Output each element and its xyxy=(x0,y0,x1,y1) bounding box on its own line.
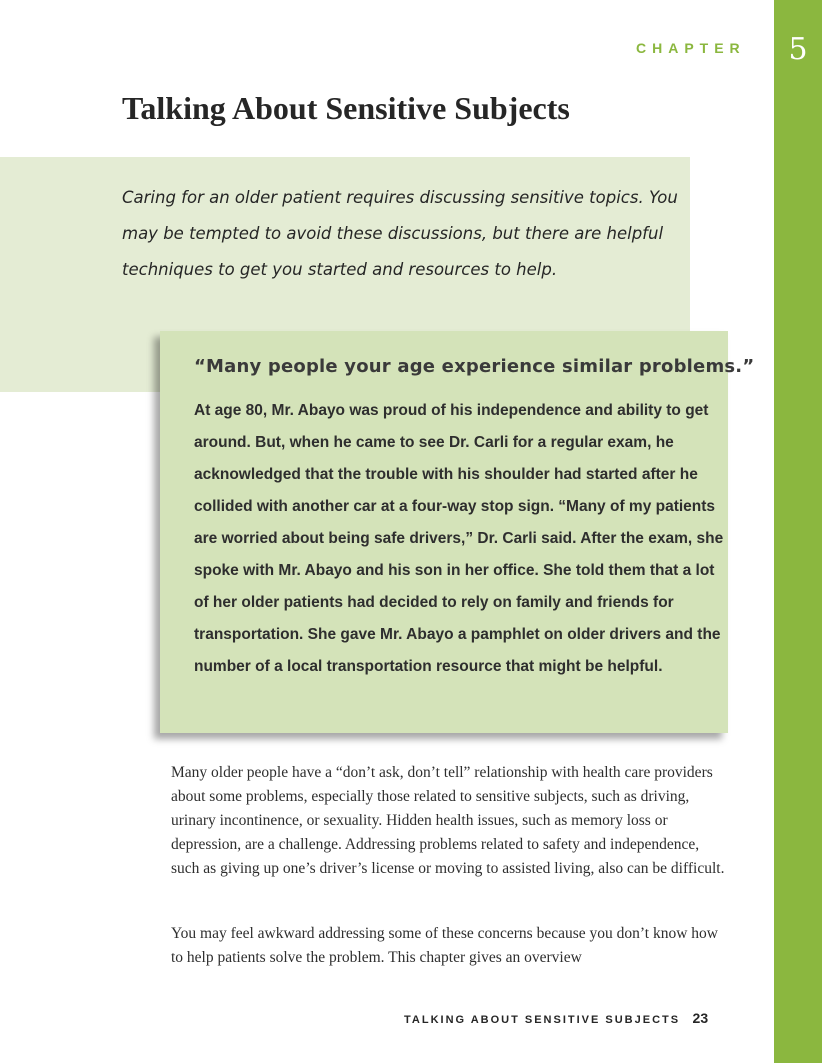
chapter-sidebar-bar xyxy=(774,0,822,1063)
footer-page-number: 23 xyxy=(692,1010,709,1026)
page-footer xyxy=(404,1010,708,1028)
chapter-label: CHAPTER xyxy=(636,40,746,56)
page-title: Talking About Sensitive Subjects xyxy=(122,90,570,126)
footer-running-title: TALKING ABOUT SENSITIVE SUBJECTS xyxy=(404,1014,681,1026)
quote-title: “Many people your age experience similar problems.” xyxy=(194,356,755,377)
body-paragraph-1: Many older people have a “don’t ask, don’t tell” relationship with health care providers about some problems, especially those related to sensitive subjects, such as driving, urinary incontinence, or sexuality. Hidden health issues, such as memory loss or depression, are a challenge. Addressing problems related to safety and independence, such as giving up one’s driver’s license or moving to assisted living, also can be difficult. xyxy=(171,764,725,877)
chapter-number: 5 xyxy=(788,32,808,67)
intro-text: Caring for an older patient requires discussing sensitive topics. You may be tempted to avoid these discussions, but there are helpful techniques to get you started and resources to help. xyxy=(122,188,678,279)
body-paragraph-2: You may feel awkward addressing some of these concerns because you don’t know how to help patients solve the problem. This chapter gives an overview xyxy=(171,925,718,966)
quote-body: At age 80, Mr. Abayo was proud of his independence and ability to get around. But, when he came to see Dr. Carli for a regular exam, he acknowledged that the trouble with his shoulder had started after he collided with another car at a four-way stop sign. “Many of my patients are worried about being safe drivers,” Dr. Carli said. After the exam, she spoke with Mr. Abayo and his son in her office. She told them that a lot of her older patients had decided to rely on family and friends for transportation. She gave Mr. Abayo a pamphlet on older drivers and the number of a local transportation resource that might be helpful. xyxy=(194,402,724,675)
